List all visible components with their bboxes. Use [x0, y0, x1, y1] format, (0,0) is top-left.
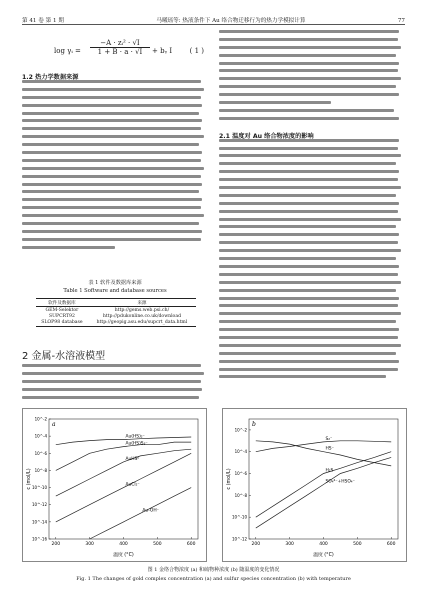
table-cell: http://geopig.asu.edu/supcrt_data.html: [96, 320, 188, 326]
body-line: [219, 162, 396, 165]
body-line: [219, 218, 401, 221]
body-line: [219, 154, 401, 157]
table-header-cell: 来源: [137, 300, 147, 306]
x-tick-label: 300: [285, 542, 294, 547]
plot-frame: [49, 419, 198, 539]
y-tick-label: 10^-4: [234, 449, 247, 455]
series-label: H₂S: [325, 468, 334, 474]
body-line: [219, 312, 401, 315]
body-line: [22, 190, 199, 193]
table-cell: http://pdukonline.co.uk/download: [102, 313, 182, 319]
body-line: [219, 77, 401, 80]
series-line: [56, 442, 191, 470]
body-line: [219, 320, 396, 323]
body-line: [219, 38, 398, 41]
series-label: SO₄²⁻+HSO₄⁻: [325, 479, 355, 485]
equation-denominator: 1 + B · a · √I: [97, 48, 143, 56]
series-label: Au(HS)S₃⁻: [125, 441, 148, 447]
body-line: [219, 186, 401, 189]
body-line: [22, 175, 201, 178]
page-number: 77: [397, 18, 405, 24]
series-line: [256, 457, 391, 528]
y-tick-label: 10^-6: [234, 471, 247, 477]
body-line: [22, 167, 204, 170]
x-tick-label: 400: [319, 542, 328, 547]
y-tick-label: 10^-12: [232, 536, 247, 542]
body-line: [219, 241, 398, 244]
x-axis-label: 温度 (°C): [113, 553, 134, 558]
body-line: [219, 117, 399, 120]
body-line: [219, 225, 396, 228]
software-table: [36, 298, 196, 327]
section-heading-1-2: 1.2 热力学数据来源: [22, 74, 79, 81]
body-line: [219, 336, 398, 339]
body-line: [22, 151, 202, 154]
body-line: [219, 249, 401, 252]
equation-number: ( 1 ): [189, 47, 204, 55]
y-tick-label: 10^-10: [32, 485, 47, 491]
body-line: [22, 88, 204, 91]
table-row: [36, 313, 196, 319]
body-line: [219, 281, 401, 284]
body-line: [22, 198, 202, 201]
series-label: HS⁻: [325, 446, 334, 452]
body-line: [22, 159, 201, 162]
figure-panel-a: [22, 408, 207, 562]
table-caption-cn: 表 1 软件及数据库来源: [88, 280, 142, 286]
body-line: [22, 183, 202, 186]
body-line: [219, 54, 396, 57]
body-line: [219, 109, 394, 112]
x-tick-label: 600: [386, 542, 396, 547]
panel-label: a: [52, 421, 56, 428]
body-line: [219, 375, 386, 378]
section-heading-2: 2 金属-水溶液模型: [22, 351, 106, 362]
body-line: [22, 104, 202, 107]
x-tick-label: 400: [119, 542, 128, 547]
x-tick-label: 600: [186, 542, 196, 547]
body-line: [219, 46, 401, 49]
figure-caption-en: Fig. 1 The changes of gold complex concentration (a) and sulfur species concentration (b) with temperature: [76, 576, 351, 582]
x-tick-label: 500: [353, 542, 362, 547]
body-line: [22, 388, 202, 391]
body-line: [22, 112, 199, 115]
left-column-lower: [22, 364, 208, 403]
right-column: [219, 30, 405, 383]
table-row: [36, 307, 196, 314]
table-header-cell: 软件及数据库: [48, 300, 76, 306]
body-line: [219, 344, 401, 347]
series-line: [56, 449, 191, 496]
body-line: [22, 222, 199, 225]
y-tick-label: 10^-12: [32, 502, 47, 508]
body-line: [219, 194, 396, 197]
volume-issue: 第 41 卷 第 1 期: [22, 18, 64, 24]
equation-tail: + bᵧ I: [152, 47, 173, 55]
body-line: [22, 380, 201, 383]
series-line: [56, 437, 191, 445]
body-line: [219, 85, 396, 88]
equation-numerator: −A · zᵢ² · √I: [90, 39, 150, 48]
body-line: [219, 62, 399, 65]
body-line: [219, 328, 399, 331]
table-cell: SUPCRT92: [48, 313, 75, 319]
y-tick-label: 10^-6: [34, 450, 47, 456]
y-tick-label: 10^-8: [234, 492, 247, 498]
figure-caption-cn: 图 1 金络合物浓度 (a) 和硫物种浓度 (b) 随温度的变化情况: [147, 567, 280, 573]
equation: [34, 38, 204, 66]
y-tick-label: 10^-4: [34, 433, 47, 439]
body-line: [22, 127, 201, 130]
body-line: [219, 147, 398, 150]
series-line: [256, 441, 391, 466]
body-line: [219, 297, 399, 300]
table-cell: GEM-Selektor: [45, 307, 79, 313]
body-line: [219, 178, 398, 181]
table-row: [36, 320, 196, 327]
equation-fraction: [90, 39, 150, 56]
body-line: [219, 233, 399, 236]
table-cell: http://gems.web.psi.ch/: [114, 307, 170, 313]
body-line: [219, 368, 398, 371]
figure-panel-b: [222, 408, 407, 562]
body-line: [22, 143, 199, 146]
body-line: [219, 360, 399, 363]
body-line: [219, 210, 398, 213]
series-label: AuHS⁰: [125, 456, 140, 462]
body-line: [22, 230, 202, 233]
body-line: [219, 69, 398, 72]
series-label: Au(HS)₂⁻: [125, 434, 145, 440]
body-line: [219, 202, 399, 205]
body-line: [219, 93, 399, 96]
y-tick-label: 10^-8: [34, 467, 47, 473]
plot-frame: [249, 419, 398, 539]
body-line: [219, 273, 398, 276]
panel-label: b: [252, 421, 256, 428]
body-line: [219, 101, 331, 104]
x-tick-label: 500: [153, 542, 162, 547]
x-tick-label: 200: [251, 542, 261, 547]
body-line: [22, 119, 202, 122]
y-tick-label: 10^-2: [234, 427, 247, 433]
body-line: [22, 238, 201, 241]
series-label: S₂⁻: [325, 436, 333, 442]
series-label: Au-OH⁻: [142, 508, 160, 514]
y-tick-label: 10^-14: [32, 519, 47, 525]
x-tick-label: 200: [51, 542, 61, 547]
series-label: AuCl₂⁻: [125, 482, 140, 488]
chart-b: [223, 409, 406, 561]
y-tick-label: 10^-2: [34, 416, 47, 422]
body-line: [219, 289, 396, 292]
running-header: [22, 14, 405, 25]
series-line: [56, 453, 191, 522]
body-line: [219, 170, 399, 173]
body-line: [22, 372, 204, 375]
x-axis-label: 温度 (°C): [313, 553, 334, 558]
body-line: [22, 96, 201, 99]
body-line: [219, 30, 399, 33]
body-line: [22, 364, 201, 367]
body-line: [22, 214, 204, 217]
body-line: [22, 206, 201, 209]
table-header-row: [36, 299, 196, 307]
table-caption-en: Table 1 Software and database sources: [63, 288, 167, 294]
y-axis-label: c (mol/L): [27, 468, 32, 490]
body-line: [22, 135, 204, 138]
section-heading-2-1: 2.1 温度对 Au 络合物浓度的影响: [219, 133, 314, 140]
chart-a: [23, 409, 206, 561]
body-line: [219, 257, 396, 260]
x-tick-label: 300: [85, 542, 94, 547]
y-tick-label: 10^-10: [232, 514, 247, 520]
series-line: [90, 488, 192, 539]
table-cell: SLOP98 database: [41, 320, 83, 326]
y-tick-label: 10^-16: [32, 536, 47, 542]
equation-lhs: log γᵢ =: [54, 47, 81, 55]
y-axis-label: c (mol/L): [227, 468, 232, 490]
body-line: [22, 246, 115, 249]
body-line: [219, 265, 399, 268]
body-line: [22, 396, 199, 399]
body-line: [219, 352, 396, 355]
running-title: 马曦瑶等: 热液条件下 Au 络合物迁移行为的热力学模拟计算: [156, 18, 306, 24]
body-line: [219, 304, 398, 307]
